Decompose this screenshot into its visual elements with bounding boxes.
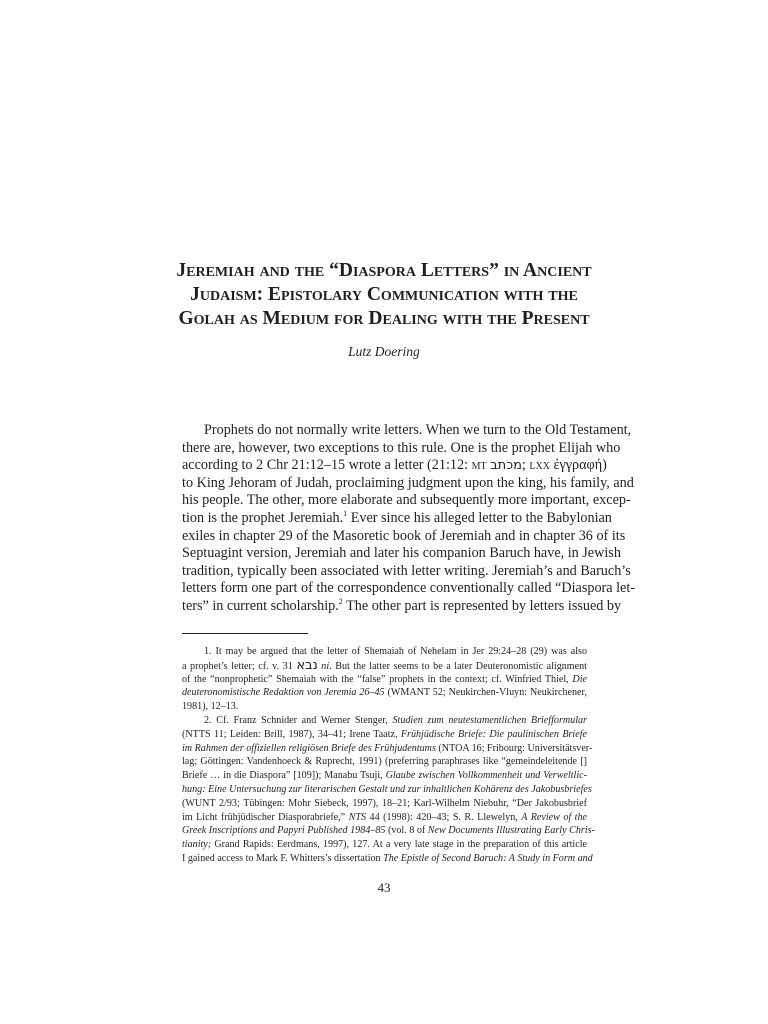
italic-span: Frühjüdische Briefe: Die paulinischen Briefe (400, 728, 587, 740)
footnote-line: lag; Göttingen: Vandenhoeck & Ruprecht, 1991) (preferring paraphrases like “gemeindeleitende [] (182, 756, 587, 768)
footnote-line (182, 811, 587, 825)
footnote-line (182, 769, 587, 783)
body-text (182, 422, 636, 616)
text-span: (vol. 8 of (385, 825, 428, 837)
body-line: to King Jehoram of Judah, proclaiming judgment upon the king, his family, and (182, 474, 634, 491)
italic-span: The Epistle of Second Baruch: A Study in Form and (383, 852, 593, 864)
title-line: Golah as Medium for Dealing with the Present (178, 308, 590, 329)
greek-word: ἐγγραφή) (553, 457, 607, 474)
text-span: ters” in current scholarship. (182, 597, 339, 614)
text-span: . But the latter seems to be a later Deuteronomistic alignment (329, 660, 587, 672)
body-line: his people. The other, more elaborate and subsequently more important, excep- (182, 492, 631, 509)
body-line: there are, however, two exceptions to this rule. One is the prophet Elijah who (182, 439, 621, 456)
text-span: (WMANT 52; Neukirchen-Vluyn: Neukirchener, (384, 687, 587, 699)
text-span: Ever since his alleged letter to the Babylonian (347, 509, 612, 526)
author-name: Lutz Doering (348, 344, 420, 359)
text-span: a prophet’s letter; cf. v. 31 (182, 660, 293, 672)
text-span: ; (521, 457, 526, 474)
italic-span: hung: Eine Untersuchung zur literarischen Gestalt und zur inhaltlichen Kohärenz des Jakobusbriefes (182, 783, 592, 795)
text-span: Briefe … in die Diaspora” [109]); Manabu Tsuji, (182, 770, 386, 782)
text-span: (NTOA 16; Fribourg: Universitätsver- (435, 742, 593, 754)
footnote-ref[interactable]: 2 (338, 596, 343, 606)
text-span: tion is the prophet Jeremiah. (182, 509, 344, 526)
body-line: Prophets do not normally write letters. When we turn to the Old Testament, (204, 422, 632, 438)
footnote-line (182, 852, 593, 866)
footnote-line (182, 673, 587, 687)
italic-span: tianity; (182, 839, 212, 851)
italic-span: Studien zum neutestamentlichen Briefformular (392, 714, 587, 726)
footnotes (182, 645, 595, 866)
text-span: I gained access to Mark F. Whitters’s dissertation (182, 852, 384, 864)
title-line: Judaism: Epistolary Communication with the (190, 284, 578, 305)
text-span: 44 (1998): 420–43; S. R. Llewelyn, (366, 811, 522, 823)
footnote-line (182, 686, 587, 700)
body-line (182, 596, 622, 616)
footnote-line: 1. It may be argued that the letter of Shemaiah of Nehelam in Jer 29:24–28 (29) was also (204, 646, 587, 657)
abbrev-mt: mt (471, 457, 487, 474)
footnote-line (182, 659, 587, 673)
footnote-line (182, 742, 593, 756)
italic-span: Die (572, 673, 587, 685)
text-span: according to 2 Chr 21:12–15 wrote a letter (21:12: (182, 457, 469, 474)
footnote-line: 1981), 12–13. (182, 701, 239, 713)
italic-span: Glaube zwischen Vollkommenheit und Verweltlic- (385, 770, 588, 782)
body-line (182, 457, 607, 475)
italic-span: ni (321, 660, 330, 672)
text-span: 2. Cf. Franz Schnider and Werner Stenger, (204, 714, 393, 726)
body-line (182, 508, 612, 528)
hebrew-word: מכתב (490, 458, 522, 474)
body-line: letters form one part of the correspondence conventionally called “Diaspora let- (182, 580, 636, 597)
text-span: im Licht frühjüdischer Diasporabriefe,” (182, 811, 349, 823)
italic-span: deuteronomistische Redaktion von Jeremia 26–45 (182, 687, 385, 699)
footnote-line (182, 783, 592, 797)
hebrew-word: נבא (296, 657, 318, 673)
text-span: Grand Rapids: Eerdmans, 1997), 127. At a very late stage in the preparation of this article (211, 839, 587, 851)
body-line: tradition, typically been associated with letter writing. Jeremiah’s and Baruch’s (182, 562, 631, 579)
italic-span: A Review of the (521, 811, 588, 823)
italic-span: New Documents Illustrating Early Chris- (427, 825, 595, 837)
footnote-line (182, 714, 587, 728)
body-line: Septuagint version, Jeremiah and later his companion Baruch have, in Jewish (182, 545, 621, 562)
italic-span: Greek Inscriptions and Papyri Published 1984–85 (182, 825, 386, 837)
footnote-line (182, 728, 587, 742)
abbrev-lxx: lxx (529, 457, 550, 474)
text-span: (NTTS 11; Leiden: Brill, 1987), 34–41; Irene Taatz, (182, 728, 401, 740)
title-line: Jeremiah and the “Diaspora Letters” in Ancient (176, 260, 592, 281)
footnote-ref[interactable]: 1 (343, 508, 348, 518)
body-line: exiles in chapter 29 of the Masoretic book of Jeremiah and in chapter 36 of its (182, 527, 626, 544)
footnote-rule (182, 633, 308, 634)
italic-span: im Rahmen der offiziellen religiösen Briefe des Frühjudentums (182, 742, 436, 754)
footnote-line (182, 824, 595, 838)
footnote-line: (WUNT 2/93; Tübingen: Mohr Siebeck, 1997), 18–21; Karl-Wilhelm Niebuhr, “Der Jakobusbrief (182, 797, 587, 809)
article-title (160, 259, 608, 331)
page-number: 43 (377, 880, 391, 895)
footnote-line (182, 838, 587, 852)
text-span: The other part is represented by letters issued by (342, 597, 622, 614)
text-span: of the “nonprophetic” Shemaiah with the “false” prophets in the context; cf. Winfried Thiel, (182, 673, 569, 685)
italic-span: NTS (348, 811, 367, 823)
